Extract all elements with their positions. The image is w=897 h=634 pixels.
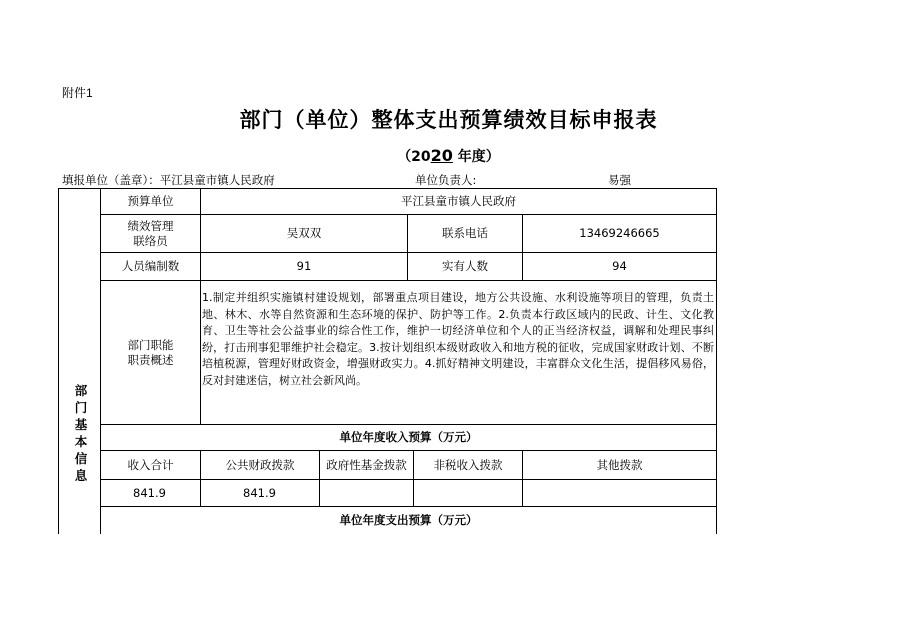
- contact-label-line2: 联络员: [133, 233, 168, 248]
- income-header-public: 公共财政拨款: [225, 457, 295, 472]
- year-label: [0, 146, 897, 166]
- expense-budget-title: 单位年度支出预算（万元）: [339, 513, 478, 527]
- income-value-public: 841.9: [243, 485, 276, 500]
- year-suffix: 年度）: [452, 149, 500, 165]
- section-char: 信: [74, 451, 88, 466]
- section-char: 息: [74, 468, 88, 483]
- section-char: 门: [74, 400, 88, 415]
- income-value-other: [523, 480, 716, 506]
- page-title: 部门（单位）整体支出预算绩效目标申报表: [239, 108, 658, 132]
- contact-name: 吴双双: [286, 226, 322, 240]
- attachment-label: 附件1: [62, 86, 93, 100]
- table-left-border: [58, 188, 59, 534]
- contact-label: [101, 215, 200, 252]
- actual-staff-value: 94: [612, 259, 627, 273]
- income-value-total: 841.9: [133, 485, 166, 500]
- filler-unit: 填报单位（盖章）：平江县童市镇人民政府: [62, 173, 275, 187]
- section-label: [66, 382, 96, 484]
- section-char: 本: [74, 434, 88, 449]
- year-prefix: （20: [397, 149, 431, 165]
- duty-label-line2: 职责概述: [127, 352, 174, 367]
- section-char: 部: [74, 383, 88, 398]
- actual-staff-label: 实有人数: [442, 259, 488, 273]
- staff-quota-value: 91: [296, 259, 312, 273]
- phone-value: 13469246665: [579, 226, 660, 240]
- filler-head-name: 易强: [608, 173, 631, 187]
- budget-unit-value: 平江县童市镇人民政府: [401, 194, 516, 208]
- table-right-border: [716, 188, 717, 534]
- filler-head-label: 单位负责人:: [415, 173, 477, 187]
- income-value-nontax: [414, 480, 522, 506]
- staff-quota-label: 人员编制数: [121, 259, 180, 273]
- income-budget-title: 单位年度收入预算（万元）: [339, 430, 478, 444]
- income-header-other: 其他拨款: [596, 457, 643, 472]
- duty-label: [101, 281, 200, 424]
- duty-label-line1: 部门职能: [127, 337, 174, 352]
- contact-label-line1: 绩效管理: [127, 218, 174, 233]
- year-number: 20: [430, 146, 453, 165]
- section-char: 基: [74, 417, 88, 432]
- income-value-fund: [320, 480, 413, 506]
- phone-label: 联系电话: [442, 226, 488, 240]
- budget-unit-label: 预算单位: [127, 194, 174, 208]
- income-header-total: 收入合计: [127, 457, 174, 472]
- duty-description: 1.制定并组织实施镇村建设规划，部署重点项目建设，地方公共设施、水利设施等项目的管理，负责土地、林木、水等自然资源和生态环境的保护、防护等工作。2.负责本行政区域内的民政、计生、文化教育、卫生等社会公益事业的综合性工作，维护一切经济单位和个人的正当经济权益，调解和处理民事纠纷，打击刑事犯罪维护社会稳定。3.按计划组织本级财政收入和地方税的征收，完成国家财政计划、不断培植税源，管理好财政资金，增强财政实力。4.抓好精神文明建设，丰富群众文化生活，提倡移风易俗，反对封建迷信，树立社会新风尚。: [202, 291, 714, 387]
- income-header-fund: 政府性基金拨款: [326, 457, 407, 472]
- income-header-nontax: 非税收入拨款: [433, 457, 503, 472]
